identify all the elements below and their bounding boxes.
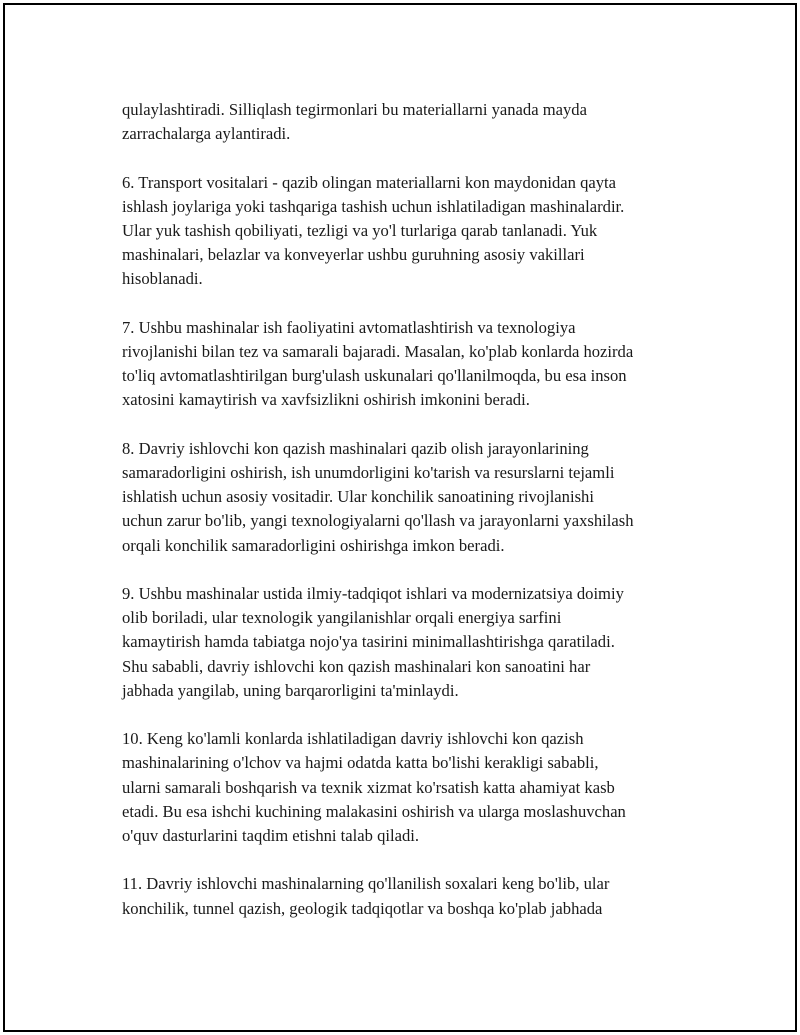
text-line: to'liq avtomatlashtirilgan burg'ulash uskunalari qo'llanilmoqda, bu esa inson bbox=[122, 366, 627, 386]
text-line: olib boriladi, ular texnologik yangilanishlar orqali energiya sarfini bbox=[122, 608, 562, 628]
text-line: 11. Davriy ishlovchi mashinalarning qo'llanilish soxalari keng bo'lib, ular bbox=[122, 874, 610, 894]
document-body bbox=[122, 98, 722, 945]
text-line: etadi. Bu esa ishchi kuchining malakasini oshirish va ularga moslashuvchan bbox=[122, 801, 626, 821]
paragraph-10 bbox=[122, 727, 722, 848]
paragraph-continuation bbox=[122, 98, 722, 146]
text-line: ularni samarali boshqarish va texnik xizmat ko'rsatish katta ahamiyat kasb bbox=[122, 777, 615, 797]
text-line: ishlash joylariga yoki tashqariga tashish uchun ishlatiladigan mashinalardir. bbox=[122, 196, 625, 216]
text-line: orqali konchilik samaradorligini oshirishga imkon beradi. bbox=[122, 535, 505, 555]
page-frame bbox=[3, 3, 797, 1032]
text-line: samaradorligini oshirish, ish unumdorligini ko'tarish va resurslarni tejamli bbox=[122, 463, 615, 482]
text-line: ishlatish uchun asosiy vositadir. Ular konchilik sanoatining rivojlanishi bbox=[122, 487, 594, 507]
text-line: zarrachalarga aylantiradi. bbox=[122, 124, 291, 144]
text-line: uchun zarur bo'lib, yangi texnologiyalarni qo'llash va jarayonlarni yaxshilash bbox=[122, 511, 634, 531]
text-line: 7. Ushbu mashinalar ish faoliyatini avtomatlashtirish va texnologiya bbox=[122, 317, 576, 337]
paragraph-7 bbox=[122, 316, 722, 413]
paragraph-11 bbox=[122, 872, 722, 920]
text-line: Shu sababli, davriy ishlovchi kon qazish mashinalari kon sanoatini har bbox=[122, 656, 591, 676]
text-line: 8. Davriy ishlovchi kon qazish mashinalari qazib olish jarayonlarining bbox=[122, 438, 589, 458]
text-line: hisoblanadi. bbox=[122, 269, 203, 289]
text-line: rivojlanishi bilan tez va samarali bajaradi. Masalan, ko'plab konlarda hozirda bbox=[122, 342, 634, 361]
paragraph-8 bbox=[122, 437, 722, 558]
text-line: 6. Transport vositalari - qazib olingan materiallarni kon maydonidan qayta bbox=[122, 172, 617, 192]
paragraph-9 bbox=[122, 582, 722, 703]
text-line: Ular yuk tashish qobiliyati, tezligi va yo'l turlariga qarab tanlanadi. Yuk bbox=[122, 221, 598, 240]
text-line: kamaytirish hamda tabiatga nojo'ya tasirini minimallashtirishga qaratiladi. bbox=[122, 632, 615, 652]
paragraph-6 bbox=[122, 171, 722, 292]
text-line: o'quv dasturlarini taqdim etishni talab qiladi. bbox=[122, 826, 420, 846]
text-line: konchilik, tunnel qazish, geologik tadqiqotlar va boshqa ko'plab jabhada bbox=[122, 898, 603, 918]
text-line: 9. Ushbu mashinalar ustida ilmiy-tadqiqot ishlari va modernizatsiya doimiy bbox=[122, 584, 624, 603]
text-line: xatosini kamaytirish va xavfsizlikni oshirish imkonini beradi. bbox=[122, 390, 530, 410]
text-line: qulaylashtiradi. Silliqlash tegirmonlari bu materiallarni yanada mayda bbox=[122, 100, 587, 119]
text-line: jabhada yangilab, uning barqarorligini ta'minlaydi. bbox=[122, 680, 459, 700]
text-line: mashinalarining o'lchov va hajmi odatda katta bo'lishi kerakligi sababli, bbox=[122, 753, 599, 773]
text-line: mashinalari, belazlar va konveyerlar ushbu guruhning asosiy vakillari bbox=[122, 245, 585, 265]
text-line: 10. Keng ko'lamli konlarda ishlatiladigan davriy ishlovchi kon qazish bbox=[122, 729, 584, 749]
